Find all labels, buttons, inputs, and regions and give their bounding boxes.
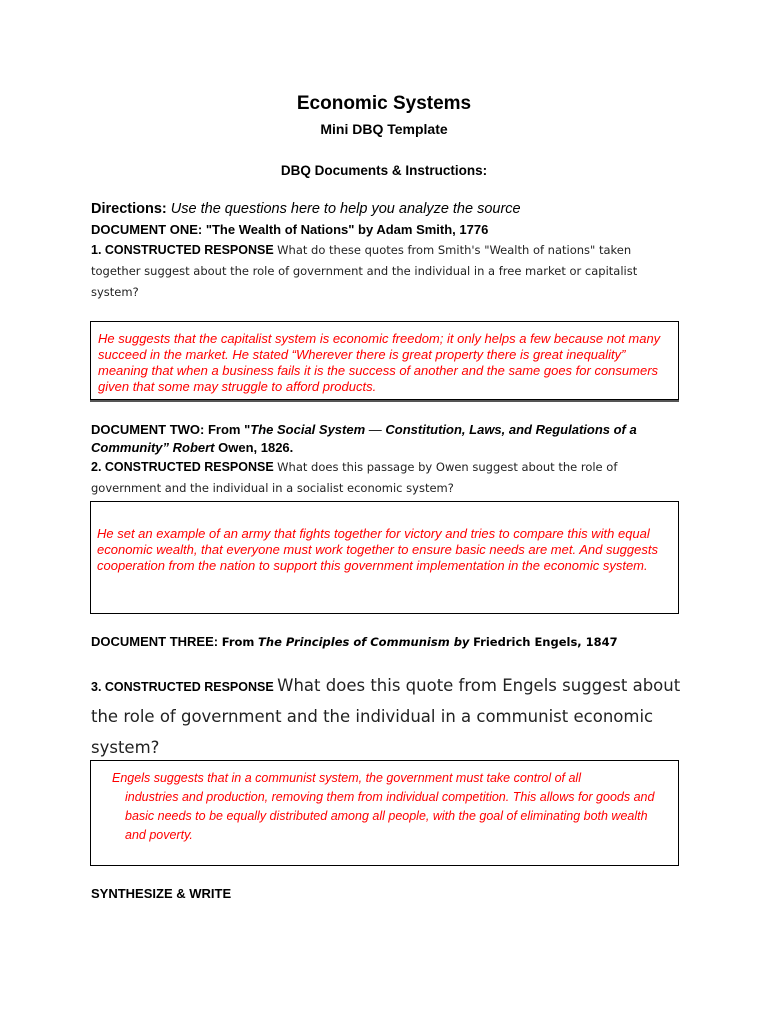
document-two-heading	[91, 422, 637, 437]
answer-box-two[interactable]	[90, 501, 679, 614]
document-two-title-a: The Social System	[250, 422, 366, 437]
question-one-text: What do these quotes from Smith's "Wealth of nations" taken together suggest about the role of government and the individual in a free market or capitalist system?	[91, 243, 638, 299]
document-three-author: Friedrich Engels, 1847	[473, 635, 618, 649]
page-title: Economic Systems	[296, 93, 472, 114]
document-two-title-c: Community” Robert	[91, 440, 215, 455]
question-three	[91, 671, 681, 764]
answer-three-rest: industries and production, removing them from individual competition. This allows for goods and basic needs to be equally distributed among all people, with the goal of eliminating both wealth and poverty.	[125, 790, 655, 842]
document-two-title-b: Constitution, Laws, and Regulations of a	[385, 422, 637, 437]
answer-box-one[interactable]	[90, 321, 679, 400]
document-three-heading	[91, 634, 618, 649]
answer-three-text	[112, 769, 668, 845]
directions-text: Use the questions here to help you analyze the source	[170, 201, 521, 217]
section-heading: DBQ Documents & Instructions:	[280, 163, 488, 178]
answer-three-line1: Engels suggests that in a communist system, the government must take control of all	[112, 771, 581, 785]
answer-two-text: He set an example of an army that fights together for victory and tries to compare this with equal economic wealth, that everyone must work together to ensure basic needs are met. And suggests cooperation from the nation to support this government implementation in the economic system.	[97, 526, 658, 573]
question-two-text: What does this passage by Owen suggest about the role of government and the individual in a socialist economic system?	[91, 460, 618, 495]
answer-one-text: He suggests that the capitalist system is economic freedom; it only helps a few because not many succeed in the market. He stated “Wherever there is great property there is great inequality” meaning that when a business fails it is the success of another and the same goes for consumers given that some may struggle to afford products.	[98, 331, 661, 394]
synthesize-heading: SYNTHESIZE & WRITE	[91, 886, 232, 901]
answer-box-three[interactable]	[90, 760, 679, 866]
question-one-label: 1. CONSTRUCTED RESPONSE	[91, 243, 274, 257]
page-subtitle: Mini DBQ Template	[320, 121, 448, 137]
document-two-prefix: DOCUMENT TWO: From "	[91, 422, 251, 437]
document-three-title: The Principles of Communism by	[258, 635, 470, 649]
directions-label: Directions:	[91, 201, 167, 217]
question-two-label: 2. CONSTRUCTED RESPONSE	[91, 460, 274, 474]
document-three-label: DOCUMENT THREE:	[91, 634, 219, 649]
directions	[91, 201, 521, 217]
question-one	[91, 240, 681, 303]
document-one-heading: DOCUMENT ONE: "The Wealth of Nations" by Adam Smith, 1776	[91, 222, 489, 237]
document-two-author: Owen, 1826.	[214, 440, 294, 455]
document-three-from: From	[221, 635, 255, 649]
question-three-label: 3. CONSTRUCTED RESPONSE	[91, 680, 274, 694]
question-two	[91, 457, 681, 499]
document-two-dash: —	[365, 422, 386, 437]
document-two-heading-line2	[91, 440, 293, 455]
question-three-text: What does this quote from Engels suggest about the role of government and the individual in a communist economic system?	[91, 676, 681, 757]
